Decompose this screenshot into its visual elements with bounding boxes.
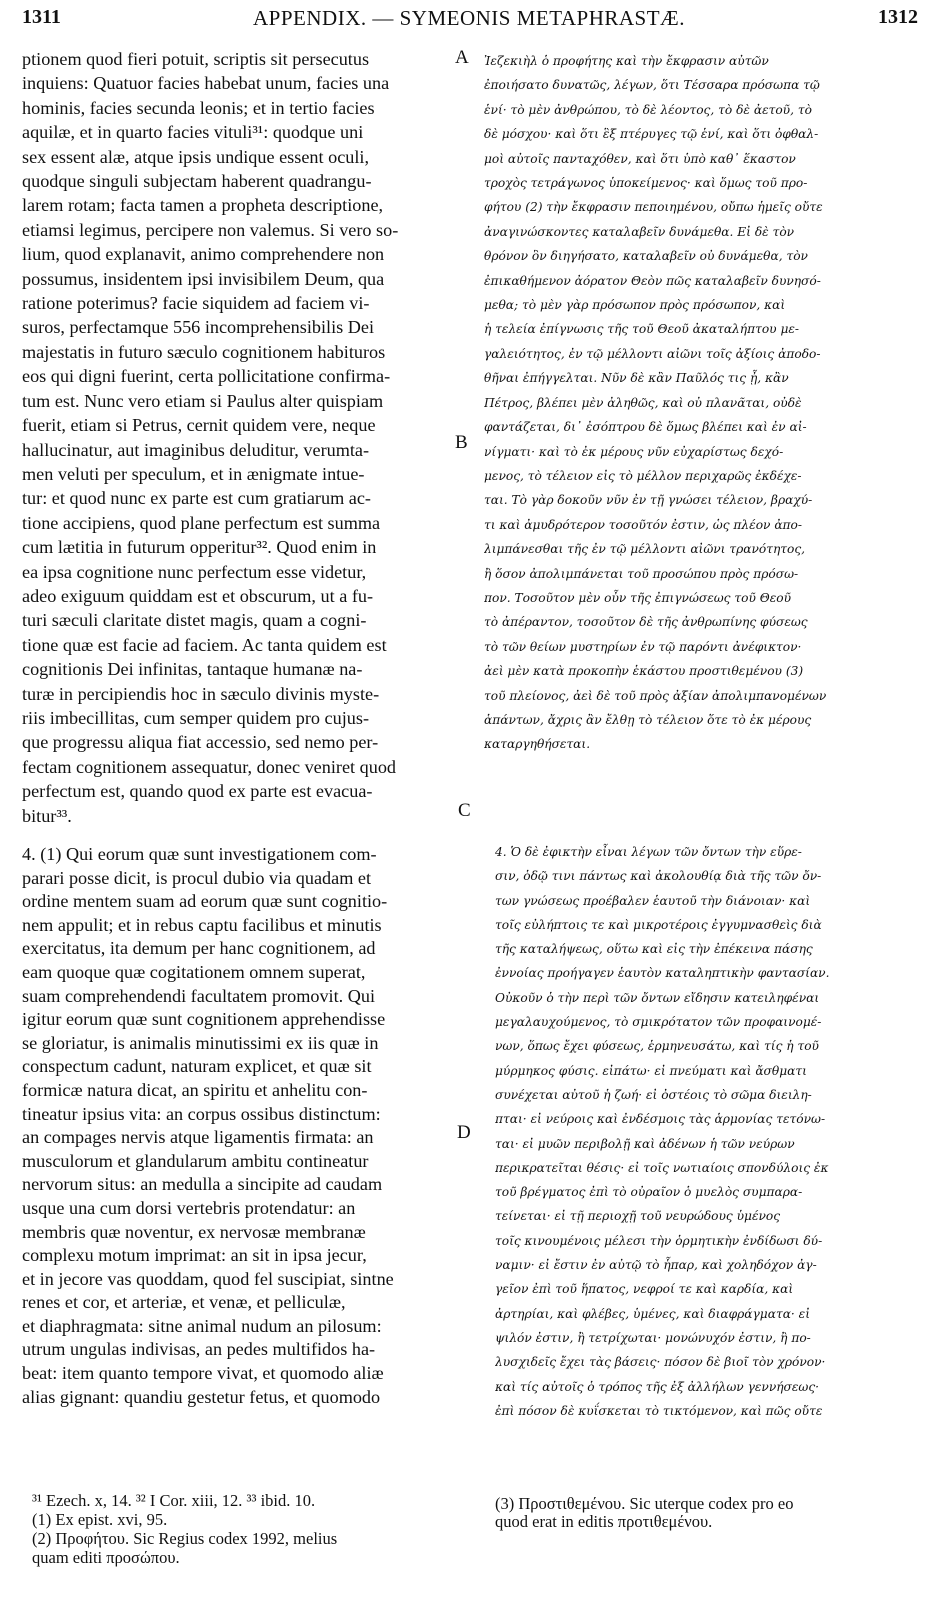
text-line: lium, quod explanavit, animo comprehendere non [22,244,385,265]
text-line: σιν, ὁδῷ τινι πάντως καὶ ἀκολουθίᾳ διὰ τῆς τῶν ὄν- [495,869,822,884]
text-line: nem appulit; et in rebus captu facilibus et minutis [22,914,382,935]
text-line: ἁπάντων, ἄχρις ἂν ἔλθῃ τὸ τέλειον ὅτε τὸ ἐκ μέρους [484,712,812,727]
text-line: igitur eorum quæ sunt cognitionem apprehendisse [22,1009,386,1030]
text-line: majestatis in futuro sæculo cognitionem habituros [22,341,386,362]
text-line: τοῦ βρέγματος ἐπὶ τὸ οὐραῖον ὁ μυελὸς συμπαρα- [495,1185,803,1200]
text-line: καὶ τίς αὐτοῖς ὁ τρόπος τῆς ἐξ ἀλλήλων γεννήσεως· [495,1379,820,1394]
text-line: Ἰεζεκιὴλ ὁ προφήτης καὶ τὴν ἔκφρασιν αὐτῶν [484,54,769,68]
text-line: men veluti per speculum, et in ænigmate intue- [22,463,365,484]
text-line: larem rotam; facta tamen a propheta descriptione, [22,195,384,216]
text-line: fectam cognitionem assequatur, donec veniret quod [22,756,397,777]
latin-text-lower [22,843,467,1409]
text-line: membris quæ noventur, ex nervosæ membranæ [22,1221,366,1242]
text-line: et in jecore vas quoddam, quod fel suscipiat, sintne [22,1268,394,1289]
text-line: γαλειότητος, ἐν τῷ μέλλοντι αἰῶνι τοῖς ἀξίοις ἀποδο- [484,346,821,361]
text-line: sex essent alæ, atque ipsis undique essent oculi, [22,146,370,167]
right-column-number: 1312 [878,6,918,28]
text-line: τοῖς εὐλήπτοις τε καὶ μικροτέροις ἐγγυμνασθεὶς διὰ [495,917,822,932]
text-line: τὸ τῶν θείων μυστηρίων ἐν τῷ παρόντι ἀνέφικτον· [484,639,802,654]
text-line: 4. Ὁ δὲ ἐφικτὴν εἶναι λέγων τῶν ὄντων τὴν εὕρε- [495,845,802,859]
text-line: adeo exiguum quiddam est et obscurum, ut a fu- [22,585,374,606]
text-line: turi sæculi claritate distet magis, quam a cogni- [22,610,367,631]
text-line: ἢ ὅσον ἀπολιμπάνεται τοῦ προσώπου πρὸς πρόσω- [484,566,799,581]
left-column-number: 1311 [22,6,61,28]
margin-marker-b: B [455,432,468,453]
text-line: ται. Τὸ γὰρ δοκοῦν νῦν ἐν τῇ γνώσει τέλειον, βραχύ- [484,493,813,508]
text-line: alias gignant: quandiu gestetur fetus, et quomodo [22,1386,381,1407]
text-line: usque una cum dorsi vertebris protendatur: an [22,1197,356,1218]
text-line: (3) Προστιθεμένου. Sic uterque codex pro eo [495,1495,794,1513]
text-line: Πέτρος, βλέπει μὲν ἀληθῶς, καὶ οὐ πλανᾶται, οὐδὲ [484,395,802,410]
text-line: ³¹ Ezech. x, 14. ³² I Cor. xiii, 12. ³³ ibid. 10. [32,1491,316,1510]
text-line: καταργηθήσεται. [484,737,591,752]
margin-marker-c: C [458,800,471,821]
text-line: hominis, facies secunda leonis; et in tertio facies [22,97,375,118]
text-line: (1) Ex epist. xvi, 95. [32,1510,168,1529]
text-line: πται· εἰ νεύροις καὶ ἐνδέσμοις τὰς ἁρμονίας τετόνω- [495,1112,826,1127]
text-line: ratione poterimus? facie siquidem ad faciem vi- [22,293,370,314]
text-line: etiamsi legimus, percipere non valemus. Si vero so- [22,219,399,240]
text-line: μεθα; τὸ μὲν γὰρ πρόσωπον πρὸς πρόσωπον, καὶ [484,298,786,313]
text-line: των γνώσεως προέβαλεν ἑαυτοῦ τὴν διάνοιαν· καὶ [495,893,811,908]
text-line: quam editi προσώπου. [32,1548,180,1567]
text-line: νίγματι· καὶ τὸ ἐκ μέρους νῦν εὐχαρίστως δεχό- [484,444,784,459]
text-line: φήτου (2) τὴν ἔκφρασιν πεποιημένου, οὔπω ἡμεῖς οὔτε [484,200,823,215]
text-line: tione accipiens, quod plane perfectum est summa [22,512,381,533]
text-line: ἐποιήσατο δυνατῶς, λέγων, ὅτι Τέσσαρα πρόσωπα τῷ [484,78,820,93]
text-line: nervorum situs: an medulla a sincipite ad caudam [22,1174,383,1195]
text-line: ἀναγινώσκοντες καταλαβεῖν δυνάμεθα. Εἰ δὲ τὸν [484,224,795,239]
margin-marker-d: D [457,1122,471,1143]
footnotes-left [32,1491,472,1567]
text-line: συνέχεται αὐτοῦ ἡ ζωή· εἰ ὀστέοις τὸ σῶμα διειλη- [495,1087,812,1102]
text-line: 4. (1) Qui eorum quæ sunt investigationem com- [22,844,377,864]
text-line: τῆς καταλήψεως, οὕτω καὶ εἰς τὴν ἐπέκεινα πάσης [495,942,813,957]
text-line: cum lætitia in futurum opperitur³². Quod enim in [22,537,377,558]
greek-text-lower [495,840,919,1423]
running-title: APPENDIX. — SYMEONIS METAPHRASTÆ. [253,6,685,30]
text-line: tineatur ipsius vita: an corpus ossibus distinctum: [22,1103,381,1124]
text-line: riis imbecillitas, cum semper quidem pro cujus- [22,707,370,728]
text-line: μοὶ αὐτοῖς πανταχόθεν, καὶ ὅτι ὑπὸ καθ᾽ ἕκαστον [484,151,796,166]
text-line: λυσχιδεῖς ἔχει τὰς βάσεις· πόσον δὲ βιοῖ τὸν χρόνον· [495,1355,826,1370]
text-line: ordine mentem suam ad eorum quæ sunt cognitio- [22,891,388,912]
page-header [0,6,938,34]
text-line: περικρατεῖται θέσις· εἰ τοῖς νωτιαίοις σπονδύλοις ἐκ [495,1160,829,1175]
text-line: se gloriatur, is animalis minutissimi ex iis quæ in [22,1032,379,1053]
text-line: λιμπάνεσθαι τῆς ἐν τῷ μέλλοντι αἰῶνι τρανότητος, [484,542,806,557]
text-line: γεῖον ἐπὶ τοῦ ἥπατος, νεφροί τε καὶ καρδία, καὶ [495,1282,794,1297]
margin-marker-a: A [455,47,469,68]
text-line: τοῦ πλείονος, ἀεὶ δὲ τοῦ πρὸς ἀξίαν ἀπολιμπανομένων [484,688,827,703]
text-line: μενος, τὸ τέλειον εἰς τὸ μέλλον περιχαρῶς ἐκδέχε- [484,468,802,483]
text-line: ψιλόν ἐστιν, ἢ τετρίχωται· μονώνυχόν ἐστιν, ἢ πο- [495,1330,811,1345]
text-line: τοῖς κινουμένοις μέλεσι τὴν ὁρμητικὴν ἐνδίδωσι δύ- [495,1233,823,1248]
text-line: quod erat in editis προτιθεμένου. [495,1513,713,1531]
text-line: renes et cor, et arteriæ, et venæ, et pelliculæ, [22,1292,346,1313]
text-line: ptionem quod fieri potuit, scriptis sit persecutus [22,49,370,69]
text-line: μεγαλαυχούμενος, τὸ σμικρότατον τῶν προφαινομέ- [495,1015,822,1030]
text-line: μύρμηκος φύσις. εἰπάτω· εἰ πνεύματι καὶ ἄσθματι [495,1063,807,1078]
text-line: δὲ μόσχου· καὶ ὅτι ἓξ πτέρυγες τῷ ἑνί, καὶ ὅτι ὀφθαλ- [484,127,819,142]
text-line: suros, perfectamque 556 incomprehensibilis Dei [22,317,375,338]
greek-text-upper [484,49,919,757]
text-line: exercitatus, ita demum per hanc cognitionem, ad [22,938,376,959]
text-line: parari posse dicit, is procul dubio via quadam et [22,867,372,888]
latin-text-upper [22,47,467,828]
text-line: ναμιν· εἰ ἔστιν ἐν αὐτῷ τὸ ἧπαρ, καὶ χοληδόχον ἀγ- [495,1258,817,1273]
text-line: que progressu aliqua fiat accessio, sed nemo per- [22,732,379,753]
text-line: tione quæ est facie ad faciem. Ac tanta quidem est [22,634,387,655]
text-line: τὸ ἀπέραντον, τοσοῦτον δὲ τῆς ἀνθρωπίνης φύσεως [484,615,808,630]
text-line: eos qui digni fuerint, certa pollicitatione confirma- [22,366,391,387]
text-line: et diaphragmata: sitne animal nudum an pilosum: [22,1315,382,1336]
text-line: inquiens: Quatuor facies habebat unum, facies una [22,73,390,94]
text-line: musculorum et glandularum ambitu contineatur [22,1150,369,1171]
text-line: θρόνον ὃν διηγήσατο, καταλαβεῖν οὐ δυνάμεθα, τὸν [484,249,808,264]
text-line: ἐννοίας προήγαγεν ἑαυτὸν καταληπτικὴν φαντασίαν. [495,966,830,981]
text-line: νων, ὅπως ἔχει φύσεως, ἑρμηνευσάτω, καὶ τίς ἡ τοῦ [495,1039,819,1054]
text-line: aquilæ, et in quarto facies vituli³¹: quodque uni [22,122,364,143]
text-line: πον. Τοσοῦτον μὲν οὖν τῆς ἐπιγνώσεως τοῦ Θεοῦ [484,590,792,605]
text-line: τροχὸς τετράγωνος ὑποκείμενος· καὶ ὅμως τοῦ προ- [484,176,808,191]
text-line: tur: et quod nunc ex parte est cum gratiarum ac- [22,488,371,509]
text-line: eam quoque quæ cogitationem omnem superat, [22,961,366,982]
text-line: ται· εἰ μυῶν περιβολῇ καὶ ἀδένων ἡ τῶν νεύρων [495,1136,795,1151]
text-line: formicæ natura dicat, an spiritu et anhelitu con- [22,1079,368,1100]
text-line: perfectum est, quando quod ex parte est evacua- [22,781,373,802]
text-line: possumus, insidentem ipsi invisibilem Deum, qua [22,268,385,289]
text-line: utrum ungulas indivisas, an pedes multifidos ha- [22,1339,376,1360]
text-line: cognitionis Dei infinitas, tantaque humanæ na- [22,659,363,680]
text-line: φαντάζεται, δι᾽ ἐσόπτρου δὲ ὅμως βλέπει καὶ ἐν αἰ- [484,420,807,435]
text-line: fuerit, etiam si Petrus, cernit quidem vere, neque [22,415,376,436]
text-line: θῆναι ἐπήγγελται. Νῦν δὲ κἂν Παῦλός τις ᾖ, κἂν [484,371,789,386]
text-line: ἐπὶ πόσον δὲ κυΐσκεται τὸ τικτόμενον, καὶ πῶς οὔτε [495,1403,823,1418]
text-line: τι καὶ ἀμυδρότερον τοσοῦτόν ἐστιν, ὡς πλέον ἀπο- [484,517,803,532]
text-line: quodque singuli subjectam haberent quadrangu- [22,171,372,192]
text-line: ἀρτηρίαι, καὶ φλέβες, ὑμένες, καὶ διαφράγματα· εἰ [495,1306,810,1321]
text-line: ἡ τελεία ἐπίγνωσις τῆς τοῦ Θεοῦ ἀκαταλήπτου με- [484,322,800,337]
text-line: ἑνί· τὸ μὲν ἀνθρώπου, τὸ δὲ λέοντος, τὸ δὲ ἀετοῦ, τὸ [484,102,812,117]
text-line: bitur³³. [22,805,72,826]
text-line: Οὐκοῦν ὁ τὴν περὶ τῶν ὄντων εἴδησιν κατειληφέναι [495,990,820,1005]
text-line: ἐπικαθήμενον ἀόρατον Θεὸν πῶς καταλαβεῖν δυνησό- [484,273,821,288]
text-line: tum est. Nunc vero etiam si Paulus alter quispiam [22,390,384,411]
text-line: an compages nervis atque ligamentis firmata: an [22,1127,374,1148]
text-line: turæ in percipiendis hoc in sæculo divinis myste- [22,683,380,704]
text-line: conspectum cadunt, naturam explicet, et quæ sit [22,1056,372,1077]
footnotes-right [495,1495,919,1531]
text-line: ἀεὶ μὲν κατὰ προκοπὴν ἑκάστου προστιθεμένου (3) [484,664,804,679]
text-line: (2) Προφήτου. Sic Regius codex 1992, melius [32,1529,338,1548]
text-line: complexu motum imprimat: an sit in ipsa jecur, [22,1245,367,1266]
text-line: hallucinatur, aut imaginibus deluditur, verumta- [22,439,370,460]
text-line: ea ipsa cognitione nunc perfectum esse videtur, [22,561,367,582]
text-line: beat: item quanto tempore vivat, et quomodo aliæ [22,1363,384,1384]
text-line: suam comprehendendi facultatem promovit. Qui [22,985,376,1006]
text-line: τείνεται· εἰ τῇ περιοχῇ τοῦ νευρώδους ὑμένος [495,1209,781,1224]
